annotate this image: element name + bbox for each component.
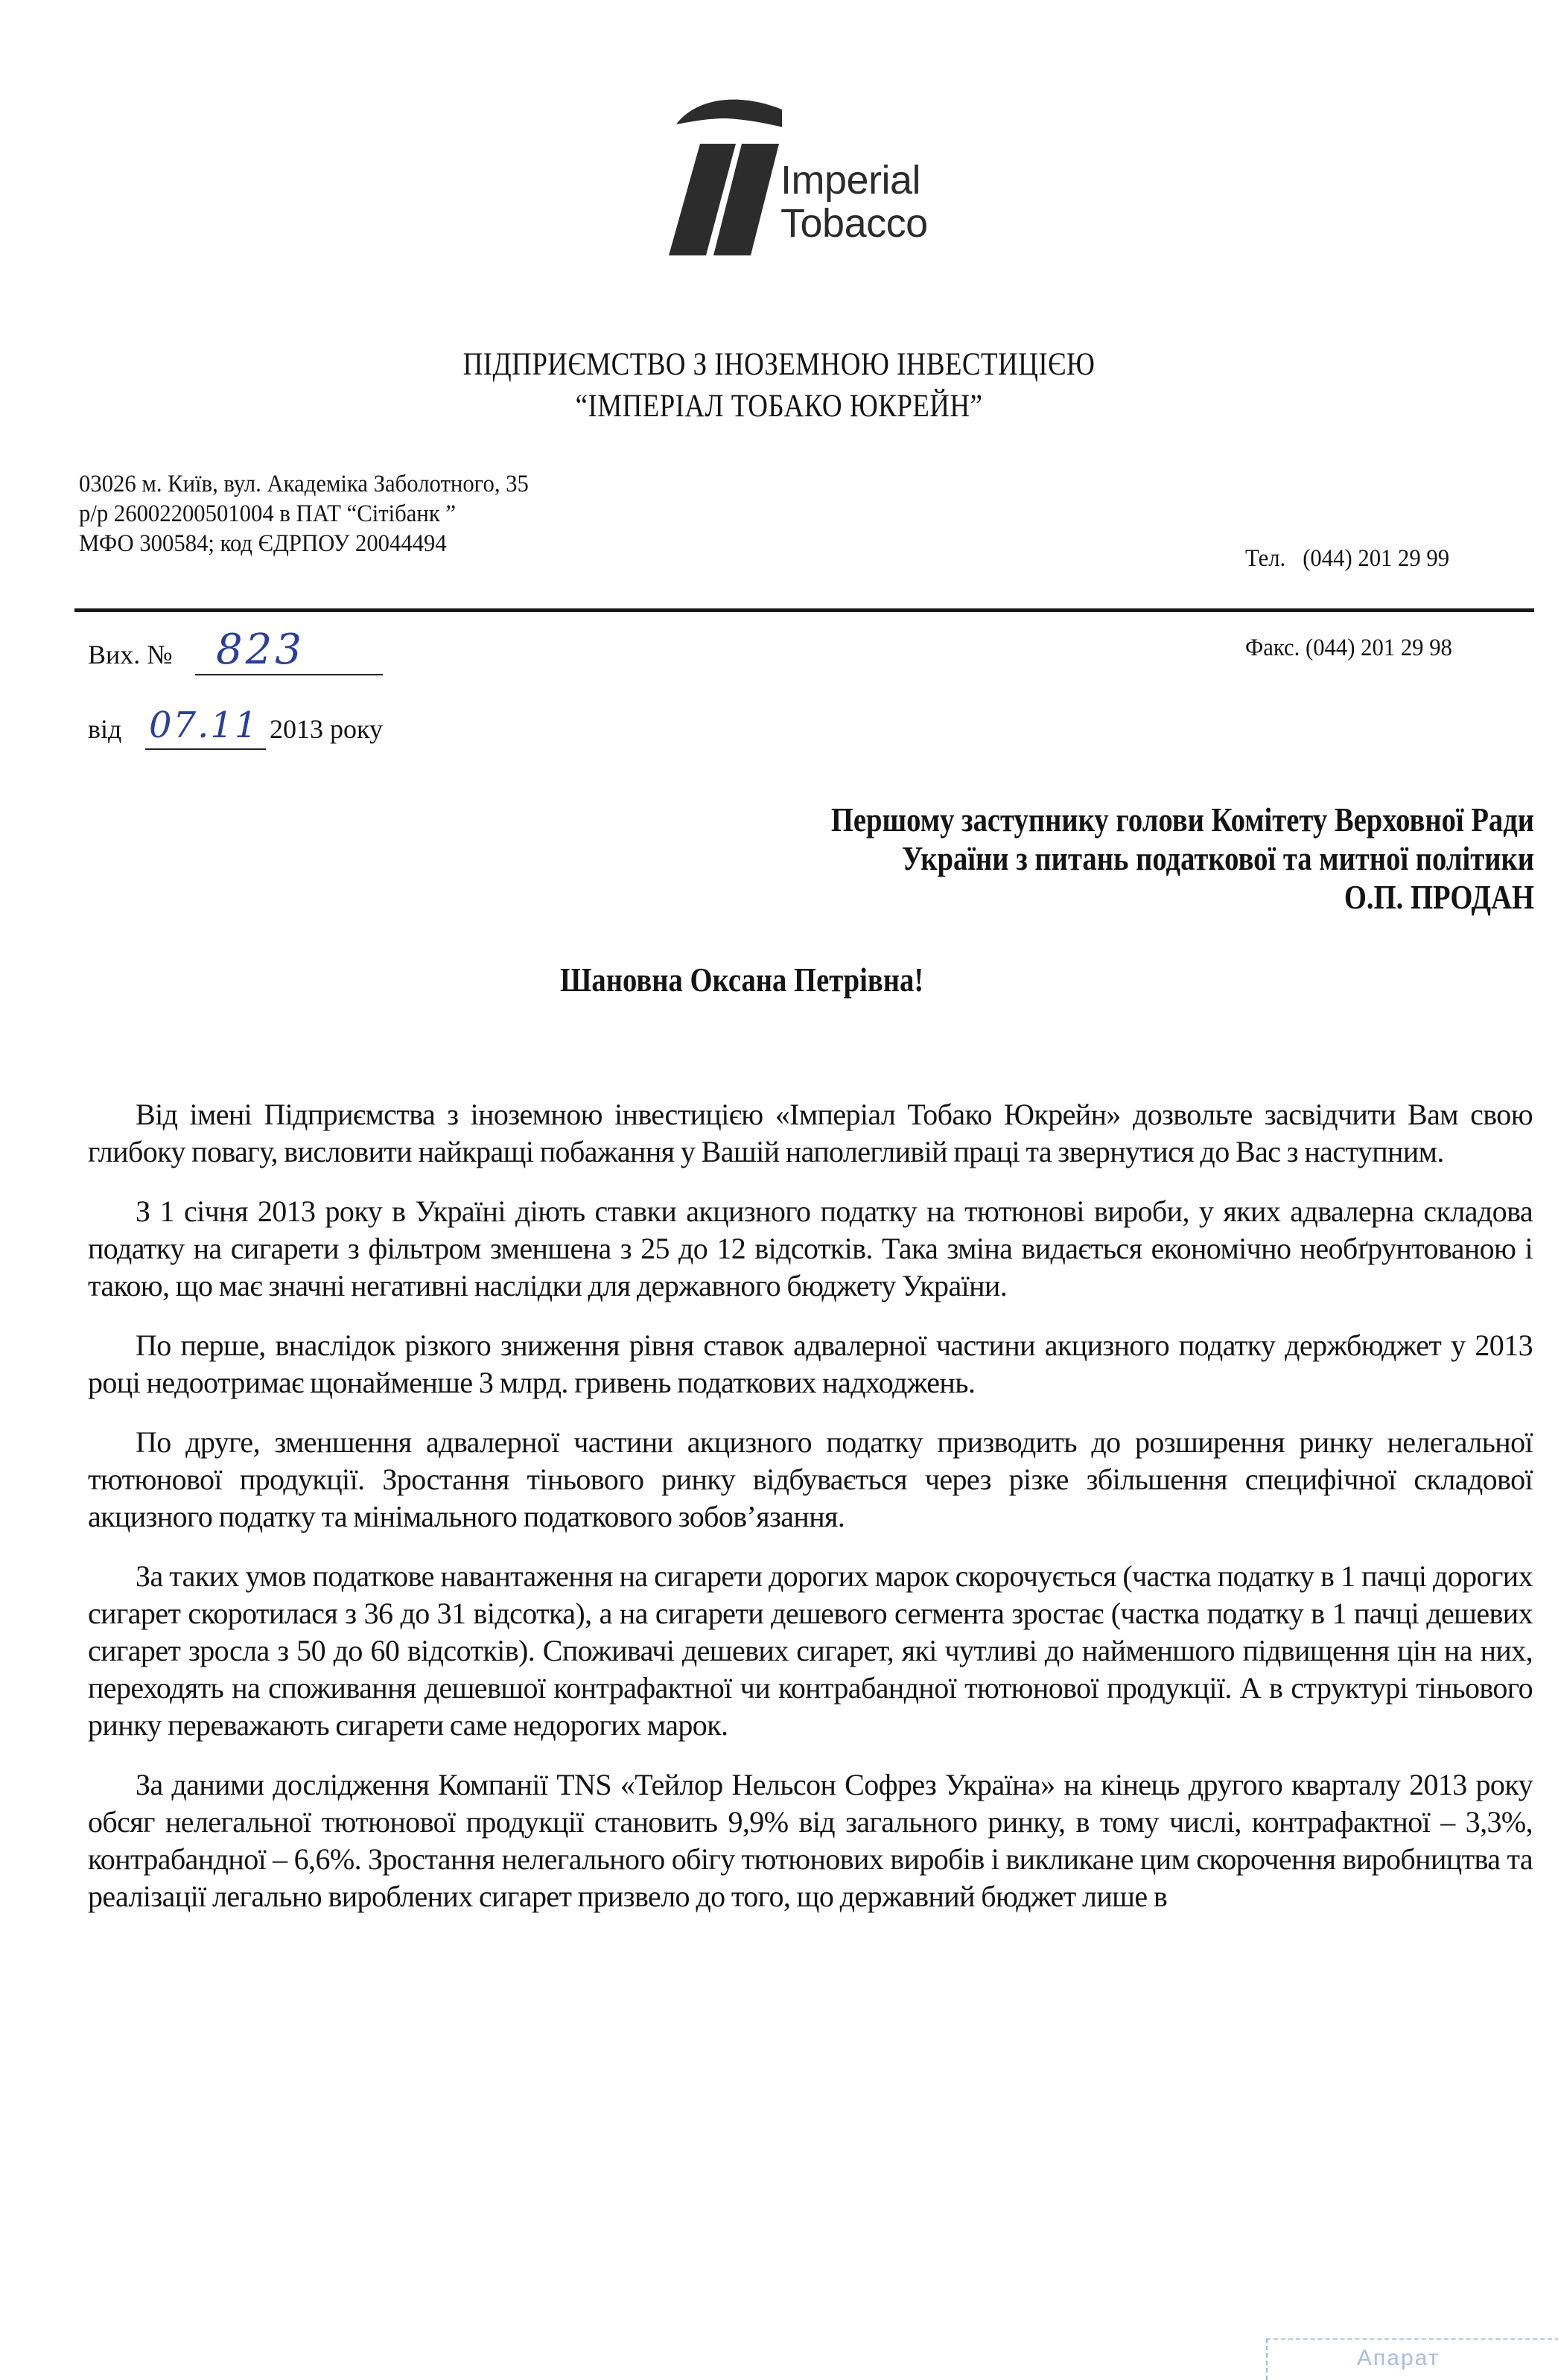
imperial-tobacco-logo-icon: [648, 86, 782, 264]
outgoing-number-underline: [195, 674, 383, 675]
address-line: 03026 м. Київ, вул. Академіка Заболотного, 35: [79, 471, 529, 497]
header-divider: [74, 608, 1534, 612]
stamp-text: Апарат: [1357, 2346, 1440, 2370]
stamp-mark: [1266, 2338, 1558, 2380]
registry-code-line: МФО 300584; код ЄДРПОУ 20044494: [79, 530, 447, 557]
outgoing-number-handwritten: 823: [216, 626, 305, 674]
date-handwritten: 07.11: [149, 704, 259, 746]
bank-account-line: р/р 26002200501004 в ПАТ “Сітібанк ”: [79, 500, 457, 527]
company-logo: [648, 86, 976, 264]
date-prefix: від: [88, 714, 122, 744]
outgoing-number-label: Вих. №: [88, 640, 173, 669]
paragraph: За даними дослідження Компанії TNS «Тейлор Нельсон Софрез Україна» на кінець другого кварталу 2013 року обсяг нелегальної тютюнової продукції становить 9,9% від загального ринку, в тому числі, контрафактної – 3,3%, контрабандної – 6,6%. Зростання нелегального обігу тютюнових виробів і викликане цим скорочення виробництва та реалізації легально вироблених сигарет призвело до того, що державний бюджет лише в: [88, 1768, 1533, 1913]
brand-name: [780, 159, 928, 245]
paragraph: По перше, внаслідок різкого зниження рівня ставок адвалерної частини акцизного податку держбюджет у 2013 році недоотримає щонайменше 3 млрд. гривень податкових надходжень.: [88, 1329, 1533, 1399]
recipient-line-1: Першому заступнику голови Комітету Верховної Ради: [830, 801, 1534, 839]
organization-name: [109, 344, 1449, 427]
phone-number: Тел. (044) 201 29 99: [1245, 545, 1450, 572]
recipient-block: [831, 801, 1534, 917]
fax-number: Факс. (044) 201 29 98: [1245, 634, 1452, 661]
recipient-name: О.П. ПРОДАН: [1344, 878, 1534, 916]
letter-body: [88, 1096, 1533, 1938]
company-address: [79, 469, 529, 559]
brand-line-imperial: Imperial: [780, 158, 921, 203]
paragraph: Від імені Підприємства з іноземною інвестицією «Імперіал Тобако Юкрейн» дозвольте засвідчити Вам свою глибоку повагу, висловити найкращі побажання у Вашій наполегливій праці та звернутися до Вас з наступним.: [88, 1098, 1533, 1168]
paragraph: По друге, зменшення адвалерної частини акцизного податку призводить до розширення ринку нелегальної тютюнової продукції. Зростання тіньового ринку відбувається через різке збільшення специфічної складової акцизного податку та мінімального податкового зобов’язання.: [88, 1425, 1533, 1533]
recipient-line-2: України з питань податкової та митної політики: [901, 839, 1534, 877]
date-underline: [145, 748, 266, 750]
org-name-line-1: ПІДПРИЄМСТВО З ІНОЗЕМНОЮ ІНВЕСТИЦІЄЮ: [462, 347, 1096, 382]
org-name-line-2: “ІМПЕРІАЛ ТОБАКО ЮКРЕЙН”: [575, 389, 983, 424]
company-contacts: [1245, 484, 1452, 693]
paragraph: За таких умов податкове навантаження на сигарети дорогих марок скорочується (частка податку в 1 пачці дорогих сигарет скоротилася з 36 до 31 відсотка), а на сигарети дешевого сегмента зростає (частка податку в 1 пачці дешевих сигарет зросла з 50 до 60 відсотків). Споживачі дешевих сигарет, які чутливі до найменшого підвищення цін на них, переходять на споживання дешевшої контрафактної чи контрабандної тютюнової продукції. А в структурі тіньового ринку переважають сигарети саме недорогих марок.: [88, 1559, 1533, 1742]
brand-line-tobacco: Tobacco: [780, 201, 928, 246]
date-year: 2013 року: [270, 714, 383, 744]
salutation: Шановна Оксана Петрівна!: [560, 961, 924, 999]
paragraph: З 1 січня 2013 року в Україні діють ставки акцизного податку на тютюнові вироби, у яких адвалерна складова податку на сигарети з фільтром зменшена з 25 до 12 відсотків. Така зміна видається економічно необґрунтованою і такою, що має значні негативні наслідки для державного бюджету України.: [88, 1194, 1533, 1302]
